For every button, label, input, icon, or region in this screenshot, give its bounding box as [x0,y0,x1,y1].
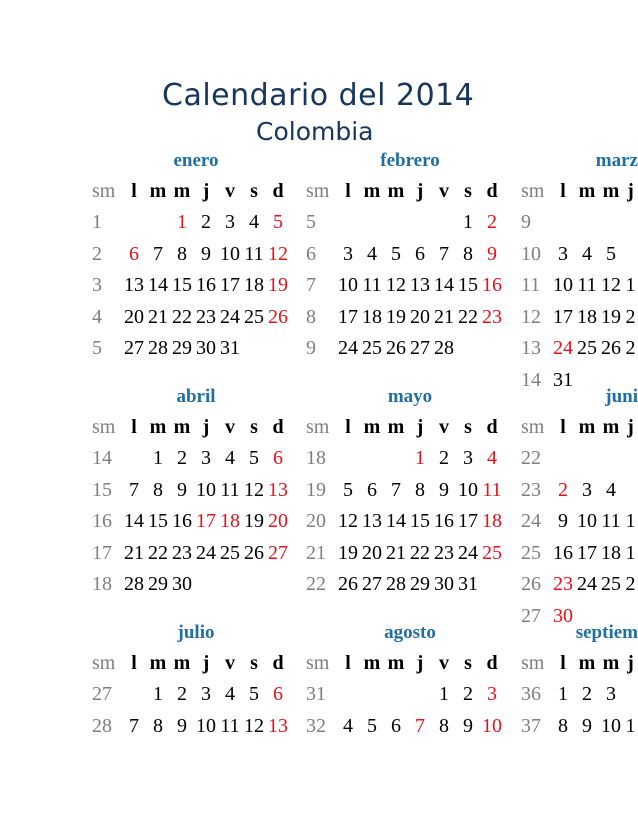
week-number: 6 [306,242,316,265]
day-cell: 3 [606,683,616,705]
day-cell: 30 [434,573,454,595]
week-number: 27 [521,604,541,627]
month-title: agosto [384,622,436,643]
weekday-header: j [202,416,210,438]
weekday-header: s [464,180,472,202]
day-cell: 2 [201,211,211,233]
week-column-header: sm [92,180,116,202]
week-number: 17 [92,541,112,564]
weekday-header: l [560,416,566,438]
day-cell: 7 [439,242,449,265]
week-number: 20 [306,510,326,532]
day-cell: 11 [577,274,597,296]
weekday-header: m [149,180,167,202]
day-cell: 23 [172,541,192,564]
day-cell: 6 [273,683,283,705]
day-cell: 2 [463,683,473,705]
day-cell: 26 [386,337,406,359]
day-cell: 27 [362,573,382,595]
day-cell: 12 [338,510,358,532]
day-cell: 21 [386,541,406,564]
day-cell: 20 [268,510,288,532]
week-column-header: sm [306,180,330,202]
day-cell: 2 [439,447,449,469]
week-number: 24 [521,510,541,532]
day-cell: 20 [362,541,382,564]
day-cell: 2 [177,447,187,469]
day-cell: 25 [601,573,621,595]
day-cell: 5 [606,242,616,265]
day-cell: 31 [220,337,240,359]
day-cell: 13 [268,478,288,501]
week-number: 12 [521,305,541,328]
week-number: 26 [521,573,541,595]
day-cell: 1 [153,447,163,469]
day-cell: 2 [487,211,497,233]
weekday-header: m [173,652,191,674]
day-cell: 10 [220,242,240,265]
weekday-header: j [627,652,634,674]
day-cell: 2 [582,683,592,705]
day-cell: 16 [196,274,216,296]
day-cell: 16 [482,274,502,296]
day-cell: 23 [553,573,573,595]
week-number: 15 [92,478,112,501]
weekday-header: s [250,180,258,202]
day-cell: 13 [124,274,144,296]
week-number: 27 [92,683,112,705]
day-cell: 3 [201,683,211,705]
weekday-header: m [578,652,596,674]
day-cell: 8 [153,478,163,501]
day-cell: 3 [487,683,497,705]
week-column-header: sm [92,652,116,674]
week-number: 18 [92,573,112,595]
week-number: 3 [92,274,102,296]
month-title: febrero [380,150,440,171]
weekday-header: m [173,416,191,438]
page-subtitle: Colombia [256,117,374,146]
day-cell: 19 [386,305,406,328]
day-cell: 17 [196,510,216,532]
day-cell: 17 [553,305,573,328]
weekday-header: l [560,180,566,202]
day-cell: 20 [410,305,430,328]
week-number: 10 [521,242,541,265]
week-number: 22 [306,573,326,595]
day-cell: 16 [553,541,573,564]
week-number: 36 [521,683,541,705]
day-cell: 8 [439,714,449,737]
day-cell: 28 [148,337,168,359]
day-cell: 6 [391,714,401,737]
day-cell: 29 [148,573,168,595]
day-cell: 1 [153,683,163,705]
day-cell: 30 [553,604,573,627]
day-cell: 2 [625,337,636,359]
week-number: 25 [521,541,541,564]
day-cell: 22 [410,541,430,564]
day-cell: 5 [391,242,401,265]
week-number: 11 [521,274,541,296]
week-column-header: sm [306,652,330,674]
day-cell: 6 [129,242,139,265]
day-cell: 30 [172,573,192,595]
day-cell: 25 [362,337,382,359]
day-cell: 6 [273,447,283,469]
day-cell: 31 [458,573,478,595]
day-cell: 13 [268,714,288,737]
day-cell: 24 [553,337,573,359]
day-cell: 10 [196,478,216,501]
day-cell: 7 [415,714,425,737]
weekday-header: v [439,652,449,674]
day-cell: 24 [577,573,597,595]
weekday-header: d [272,416,284,438]
week-number: 14 [92,447,112,469]
weekday-header: v [439,416,449,438]
day-cell: 16 [434,510,454,532]
week-number: 37 [521,714,541,737]
day-cell: 11 [220,714,240,737]
day-cell: 4 [249,211,259,233]
week-column-header: sm [521,652,545,674]
day-cell: 9 [201,242,211,265]
day-cell: 25 [482,541,502,564]
day-cell: 16 [172,510,192,532]
day-cell: 27 [268,541,288,564]
day-cell: 12 [386,274,406,296]
day-cell: 9 [463,714,473,737]
day-cell: 15 [410,510,430,532]
day-cell: 6 [367,478,377,501]
day-cell: 31 [553,368,573,391]
day-cell: 15 [172,274,192,296]
day-cell: 9 [177,714,187,737]
day-cell: 25 [577,337,597,359]
weekday-header: l [560,652,566,674]
day-cell: 2 [625,573,636,595]
weekday-header: m [578,416,596,438]
day-cell: 11 [482,478,502,501]
weekday-header: j [416,416,424,438]
month-title: abril [176,386,216,407]
week-number: 14 [521,368,541,391]
day-cell: 1 [625,541,636,564]
day-cell: 3 [558,242,568,265]
day-cell: 8 [153,714,163,737]
weekday-header: s [464,652,472,674]
day-cell: 20 [124,305,144,328]
weekday-header: m [149,652,167,674]
day-cell: 27 [124,337,144,359]
day-cell: 11 [601,510,621,532]
week-number: 28 [92,714,112,737]
weekday-header: m [173,180,191,202]
day-cell: 10 [553,274,573,296]
weekday-header: m [387,416,405,438]
day-cell: 17 [220,274,240,296]
month-title: mayo [387,386,433,407]
weekday-header: l [345,416,351,438]
day-cell: 1 [625,510,636,532]
day-cell: 12 [244,478,264,501]
weekday-header: d [486,416,498,438]
week-number: 18 [306,447,326,469]
day-cell: 2 [177,683,187,705]
weekday-header: j [202,652,210,674]
weekday-header: j [416,652,424,674]
weekday-header: m [602,180,620,202]
day-cell: 28 [124,573,144,595]
weekday-header: j [627,416,634,438]
day-cell: 10 [601,714,621,737]
week-number: 7 [306,274,316,296]
weekday-header: m [149,416,167,438]
weekday-header: j [627,180,634,202]
day-cell: 7 [129,478,139,501]
day-cell: 1 [463,211,473,233]
day-cell: 2 [625,305,636,328]
week-number: 23 [521,478,541,501]
week-number: 1 [92,211,102,233]
day-cell: 3 [225,211,235,233]
week-number: 22 [521,447,541,469]
weekday-header: l [345,652,351,674]
month-title: septiem [575,622,638,643]
day-cell: 25 [244,305,264,328]
day-cell: 9 [582,714,592,737]
day-cell: 4 [343,714,353,737]
weekday-header: m [387,180,405,202]
day-cell: 12 [268,242,288,265]
month-title: marz [595,150,638,171]
day-cell: 6 [415,242,425,265]
week-column-header: sm [521,416,545,438]
day-cell: 12 [601,274,621,296]
day-cell: 26 [338,573,358,595]
day-cell: 13 [410,274,430,296]
day-cell: 22 [458,305,478,328]
day-cell: 3 [582,478,592,501]
day-cell: 15 [458,274,478,296]
day-cell: 10 [196,714,216,737]
week-column-header: sm [306,416,330,438]
day-cell: 9 [487,242,497,265]
weekday-header: m [363,416,381,438]
day-cell: 8 [558,714,568,737]
day-cell: 18 [482,510,502,532]
day-cell: 21 [148,305,168,328]
day-cell: 18 [601,541,621,564]
weekday-header: d [486,652,498,674]
month-title: enero [173,150,219,171]
day-cell: 17 [458,510,478,532]
day-cell: 18 [220,510,240,532]
day-cell: 19 [268,274,288,296]
day-cell: 26 [601,337,621,359]
day-cell: 23 [196,305,216,328]
day-cell: 1 [625,714,636,737]
day-cell: 2 [558,478,568,501]
day-cell: 11 [220,478,240,501]
weekday-header: d [272,652,284,674]
weekday-header: m [387,652,405,674]
day-cell: 9 [558,510,568,532]
weekday-header: v [225,652,235,674]
day-cell: 29 [172,337,192,359]
week-column-header: sm [521,180,545,202]
day-cell: 8 [415,478,425,501]
day-cell: 10 [482,714,502,737]
day-cell: 18 [577,305,597,328]
weekday-header: v [439,180,449,202]
week-number: 31 [306,683,326,705]
day-cell: 9 [439,478,449,501]
day-cell: 11 [362,274,382,296]
day-cell: 5 [343,478,353,501]
day-cell: 23 [434,541,454,564]
weekday-header: m [363,652,381,674]
day-cell: 14 [124,510,144,532]
weekday-header: m [602,652,620,674]
day-cell: 5 [273,211,283,233]
day-cell: 24 [458,541,478,564]
day-cell: 15 [148,510,168,532]
day-cell: 26 [268,305,288,328]
week-number: 16 [92,510,112,532]
week-column-header: sm [92,416,116,438]
day-cell: 22 [148,541,168,564]
day-cell: 1 [177,211,187,233]
day-cell: 8 [177,242,187,265]
weekday-header: l [131,652,137,674]
weekday-header: s [250,416,258,438]
day-cell: 25 [220,541,240,564]
weekday-header: l [345,180,351,202]
day-cell: 10 [577,510,597,532]
weekday-header: l [131,416,137,438]
week-number: 9 [306,337,316,359]
day-cell: 27 [410,337,430,359]
page-title: Calendario del 2014 [162,78,475,113]
day-cell: 13 [362,510,382,532]
day-cell: 5 [367,714,377,737]
day-cell: 24 [338,337,358,359]
day-cell: 4 [606,478,616,501]
weekday-header: m [578,180,596,202]
week-number: 9 [521,211,531,233]
day-cell: 17 [338,305,358,328]
day-cell: 23 [482,305,502,328]
month-title: julio [177,622,215,643]
day-cell: 3 [201,447,211,469]
weekday-header: s [464,416,472,438]
week-number: 5 [306,211,316,233]
day-cell: 26 [244,541,264,564]
day-cell: 7 [391,478,401,501]
month-title: juni [605,386,638,407]
day-cell: 9 [177,478,187,501]
day-cell: 7 [153,242,163,265]
day-cell: 4 [582,242,592,265]
day-cell: 24 [220,305,240,328]
day-cell: 14 [148,274,168,296]
weekday-header: v [225,416,235,438]
week-number: 32 [306,714,326,737]
day-cell: 11 [244,242,264,265]
day-cell: 5 [249,683,259,705]
day-cell: 3 [343,242,353,265]
day-cell: 18 [244,274,264,296]
day-cell: 22 [172,305,192,328]
day-cell: 19 [338,541,358,564]
day-cell: 30 [196,337,216,359]
day-cell: 10 [338,274,358,296]
weekday-header: d [272,180,284,202]
day-cell: 4 [367,242,377,265]
day-cell: 28 [386,573,406,595]
day-cell: 1 [625,274,636,296]
day-cell: 12 [244,714,264,737]
day-cell: 7 [129,714,139,737]
day-cell: 1 [558,683,568,705]
day-cell: 17 [577,541,597,564]
day-cell: 28 [434,337,454,359]
day-cell: 1 [439,683,449,705]
day-cell: 4 [225,683,235,705]
day-cell: 4 [225,447,235,469]
day-cell: 3 [463,447,473,469]
week-number: 4 [92,305,102,328]
day-cell: 14 [386,510,406,532]
week-number: 19 [306,478,326,501]
week-number: 21 [306,541,326,564]
weekday-header: m [602,416,620,438]
day-cell: 5 [249,447,259,469]
week-number: 5 [92,337,102,359]
day-cell: 19 [601,305,621,328]
weekday-header: v [225,180,235,202]
day-cell: 14 [434,274,454,296]
day-cell: 10 [458,478,478,501]
weekday-header: m [363,180,381,202]
day-cell: 8 [463,242,473,265]
day-cell: 24 [196,541,216,564]
weekday-header: l [131,180,137,202]
day-cell: 19 [244,510,264,532]
day-cell: 1 [415,447,425,469]
weekday-header: d [486,180,498,202]
week-number: 2 [92,242,102,265]
day-cell: 4 [487,447,497,469]
day-cell: 29 [410,573,430,595]
week-number: 8 [306,305,316,328]
weekday-header: j [202,180,210,202]
day-cell: 21 [124,541,144,564]
day-cell: 18 [362,305,382,328]
weekday-header: j [416,180,424,202]
weekday-header: s [250,652,258,674]
week-number: 13 [521,337,541,359]
day-cell: 21 [434,305,454,328]
